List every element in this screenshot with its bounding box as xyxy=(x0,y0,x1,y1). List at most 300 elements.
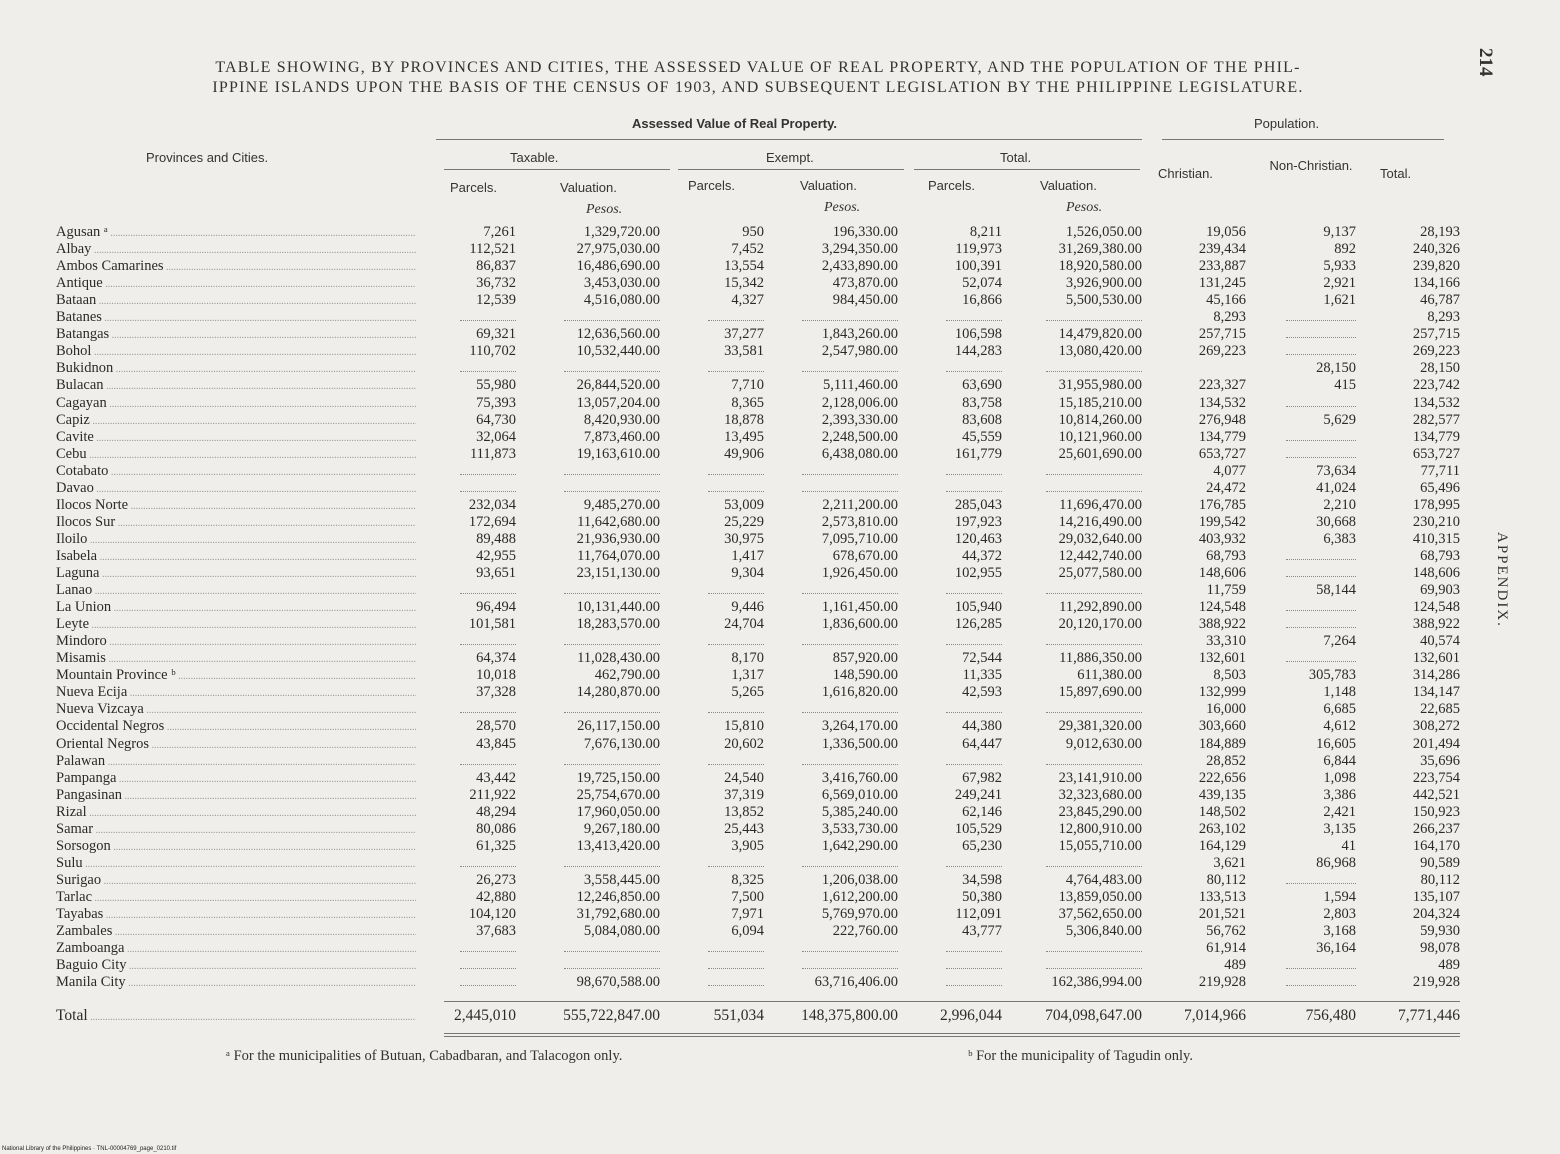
taxable-valuation-cell: 3,558,445.00 xyxy=(583,872,660,888)
table-row xyxy=(0,667,1560,683)
table-row xyxy=(0,241,1560,257)
exempt-parcels-cell xyxy=(700,582,764,598)
population-total-cell: 134,532 xyxy=(1412,395,1460,411)
total-valuation-cell xyxy=(1038,633,1142,649)
taxable-parcels-cell: 61,325 xyxy=(476,838,516,854)
header-provinces: Provinces and Cities. xyxy=(146,150,269,165)
total-parcels-cell: 64,447 xyxy=(962,736,1002,752)
table-row xyxy=(0,480,1560,496)
total-parcels-cell: 285,043 xyxy=(954,497,1002,513)
taxable-parcels-cell: 111,873 xyxy=(469,446,516,462)
non-christian-cell xyxy=(1272,548,1356,564)
population-total-cell: 223,754 xyxy=(1412,770,1460,786)
total-parcels-cell: 106,598 xyxy=(954,326,1002,342)
table-row xyxy=(0,684,1560,700)
population-total-cell: 148,606 xyxy=(1412,565,1460,581)
empty-cell-dots xyxy=(1046,943,1142,952)
exempt-valuation-cell xyxy=(794,957,898,973)
taxable-parcels-cell xyxy=(452,633,516,649)
total-parcels-cell: 197,923 xyxy=(954,514,1002,530)
exempt-valuation-cell: 984,450.00 xyxy=(832,292,898,308)
total-parcels-cell: 67,982 xyxy=(962,770,1002,786)
province-name: Leyte ..... xyxy=(56,616,416,634)
non-christian-cell: 2,421 xyxy=(1323,804,1356,820)
exempt-parcels-cell: 30,975 xyxy=(724,531,764,547)
exempt-parcels-cell: 950 xyxy=(742,224,764,240)
exempt-valuation-cell: 3,264,170.00 xyxy=(821,718,898,734)
total-valuation-cell: 14,216,490.00 xyxy=(1058,514,1142,530)
total-valuation-cell: 37,562,650.00 xyxy=(1058,906,1142,922)
population-total-cell: 134,166 xyxy=(1412,275,1460,291)
exempt-valuation-cell: 6,438,080.00 xyxy=(821,446,898,462)
taxable-parcels-cell: 64,374 xyxy=(476,650,516,666)
exempt-valuation-cell: 5,385,240.00 xyxy=(821,804,898,820)
table-row xyxy=(0,787,1560,803)
table-row xyxy=(0,224,1560,240)
taxable-valuation-cell xyxy=(556,940,660,956)
header-total-valuation: Valuation. xyxy=(1040,178,1097,193)
population-total-cell: 204,324 xyxy=(1412,906,1460,922)
population-total-cell: 150,923 xyxy=(1412,804,1460,820)
table-row xyxy=(0,753,1560,769)
empty-cell-dots xyxy=(1046,466,1142,475)
empty-cell-dots xyxy=(1046,756,1142,765)
taxable-parcels-cell: 42,880 xyxy=(476,889,516,905)
population-total-cell: 69,903 xyxy=(1420,582,1460,598)
taxable-parcels-cell xyxy=(452,309,516,325)
province-name: Albay ..... xyxy=(56,241,416,259)
total-valuation-cell xyxy=(1038,480,1142,496)
population-total-cell: 178,995 xyxy=(1412,497,1460,513)
taxable-parcels-cell: 96,494 xyxy=(476,599,516,615)
exempt-parcels-cell: 1,417 xyxy=(731,548,764,564)
taxable-valuation-cell: 21,936,930.00 xyxy=(576,531,660,547)
empty-cell-dots xyxy=(1286,432,1356,441)
empty-cell-dots xyxy=(460,960,516,969)
total-parcels-cell: 8,211 xyxy=(969,224,1002,240)
exempt-parcels-cell: 25,443 xyxy=(724,821,764,837)
christian-cell: 223,327 xyxy=(1198,377,1246,393)
total-parcels-cell: 34,598 xyxy=(962,872,1002,888)
non-christian-cell: 30,668 xyxy=(1316,514,1356,530)
christian-cell: 4,077 xyxy=(1213,463,1246,479)
exempt-valuation-cell: 3,533,730.00 xyxy=(821,821,898,837)
taxable-valuation-cell: 4,516,080.00 xyxy=(583,292,660,308)
population-total-cell: 35,696 xyxy=(1420,753,1460,769)
header-population: Population. xyxy=(1254,116,1320,131)
total-valuation-cell: 23,845,290.00 xyxy=(1058,804,1142,820)
table-row xyxy=(0,377,1560,393)
empty-cell-dots xyxy=(564,466,660,475)
christian-cell: 134,532 xyxy=(1198,395,1246,411)
total-valuation-cell: 1,526,050.00 xyxy=(1065,224,1142,240)
province-name: Misamis ..... xyxy=(56,650,416,668)
exempt-parcels-cell: 4,327 xyxy=(731,292,764,308)
christian-cell: 16,000 xyxy=(1206,701,1246,717)
taxable-parcels-cell xyxy=(452,957,516,973)
exempt-valuation-cell: 2,211,200.00 xyxy=(822,497,898,513)
total-valuation-cell: 5,500,530.00 xyxy=(1065,292,1142,308)
taxable-valuation-cell: 98,670,588.00 xyxy=(576,974,660,990)
empty-cell-dots xyxy=(1046,960,1142,969)
total-valuation-cell: 704,098,647.00 xyxy=(1045,1007,1142,1024)
province-name: Batangas ..... xyxy=(56,326,416,344)
province-name: Agusan ᵃ ..... xyxy=(56,224,416,242)
taxable-valuation-cell xyxy=(556,480,660,496)
total-valuation-cell: 31,955,980.00 xyxy=(1058,377,1142,393)
header-non-christian: Non-Christian. xyxy=(1269,158,1353,173)
header-exempt-parcels: Parcels. xyxy=(688,178,735,193)
total-valuation-cell: 4,764,483.00 xyxy=(1065,872,1142,888)
total-bottom-rule xyxy=(444,1033,1460,1034)
christian-cell: 24,472 xyxy=(1206,480,1246,496)
empty-cell-dots xyxy=(802,483,898,492)
empty-cell-dots xyxy=(1286,346,1356,355)
empty-cell-dots xyxy=(460,636,516,645)
table-row xyxy=(0,446,1560,462)
total-parcels-cell: 2,996,044 xyxy=(940,1007,1002,1024)
title-line-2: IPPINE ISLANDS UPON THE BASIS OF THE CENSUS OF 1903, AND SUBSEQUENT LEGISLATION BY THE PHILIPPINE LEGISLATURE. xyxy=(212,79,1304,96)
province-name: Ilocos Norte ..... xyxy=(56,497,416,515)
footnote-b: ᵇ For the municipality of Tagudin only. xyxy=(968,1048,1193,1064)
header-taxable-parcels: Parcels. xyxy=(450,180,497,195)
total-parcels-cell xyxy=(938,309,1002,325)
table-row xyxy=(0,940,1560,956)
exempt-valuation-cell: 148,590.00 xyxy=(832,667,898,683)
taxable-parcels-cell: 7,261 xyxy=(483,224,516,240)
header-exempt-valuation: Valuation. xyxy=(800,178,857,193)
taxable-valuation-cell: 26,117,150.00 xyxy=(577,718,660,734)
taxable-valuation-cell xyxy=(556,957,660,973)
taxable-parcels-cell xyxy=(452,701,516,717)
christian-cell: 233,887 xyxy=(1198,258,1246,274)
empty-cell-dots xyxy=(708,312,764,321)
taxable-parcels-cell: 28,570 xyxy=(476,718,516,734)
taxable-parcels-cell: 75,393 xyxy=(476,395,516,411)
total-parcels-cell: 42,593 xyxy=(962,684,1002,700)
exempt-parcels-cell: 53,009 xyxy=(724,497,764,513)
table-row xyxy=(0,309,1560,325)
exempt-parcels-cell: 5,265 xyxy=(731,684,764,700)
christian-cell: 33,310 xyxy=(1206,633,1246,649)
non-christian-cell xyxy=(1272,395,1356,411)
header-total-parcels: Parcels. xyxy=(928,178,975,193)
exempt-valuation-cell xyxy=(794,309,898,325)
province-name: Tarlac ..... xyxy=(56,889,416,907)
non-christian-cell xyxy=(1272,446,1356,462)
non-christian-cell xyxy=(1272,616,1356,632)
taxable-parcels-cell: 110,702 xyxy=(469,343,516,359)
non-christian-cell: 756,480 xyxy=(1305,1007,1356,1024)
table-title xyxy=(58,58,1458,98)
non-christian-cell: 73,634 xyxy=(1316,463,1356,479)
christian-cell: 68,793 xyxy=(1206,548,1246,564)
taxable-valuation-cell: 3,453,030.00 xyxy=(583,275,660,291)
empty-cell-dots xyxy=(1286,568,1356,577)
table-row xyxy=(0,633,1560,649)
province-name: Batanes ..... xyxy=(56,309,416,327)
total-valuation-cell: 15,055,710.00 xyxy=(1058,838,1142,854)
total-valuation-cell: 9,012,630.00 xyxy=(1065,736,1142,752)
exempt-valuation-cell: 6,569,010.00 xyxy=(821,787,898,803)
christian-cell: 199,542 xyxy=(1198,514,1246,530)
total-parcels-cell xyxy=(938,360,1002,376)
total-parcels-cell xyxy=(938,974,1002,990)
taxable-parcels-cell: 26,273 xyxy=(476,872,516,888)
non-christian-cell: 1,621 xyxy=(1323,292,1356,308)
header-total-assessed: Total. xyxy=(1000,150,1032,165)
total-valuation-cell: 18,920,580.00 xyxy=(1058,258,1142,274)
exempt-valuation-cell: 1,206,038.00 xyxy=(821,872,898,888)
table-row xyxy=(0,957,1560,973)
christian-cell: 61,914 xyxy=(1206,940,1246,956)
total-parcels-cell xyxy=(938,940,1002,956)
population-total-cell: 442,521 xyxy=(1412,787,1460,803)
total-valuation-cell: 20,120,170.00 xyxy=(1058,616,1142,632)
total-valuation-cell: 25,601,690.00 xyxy=(1058,446,1142,462)
total-valuation-cell: 29,381,320.00 xyxy=(1058,718,1142,734)
table-row xyxy=(0,906,1560,922)
table-row xyxy=(0,548,1560,564)
scan-credit: National Library of the Philippines · TNL-00004769_page_0210.tif xyxy=(2,1146,177,1152)
province-name: Samar ..... xyxy=(56,821,416,839)
christian-cell: 132,601 xyxy=(1198,650,1246,666)
exempt-parcels-cell: 7,452 xyxy=(731,241,764,257)
exempt-parcels-cell: 6,094 xyxy=(731,923,764,939)
christian-cell: 28,852 xyxy=(1206,753,1246,769)
taxable-valuation-cell: 13,057,204.00 xyxy=(576,395,660,411)
christian-cell: 489 xyxy=(1224,957,1246,973)
non-christian-cell: 6,844 xyxy=(1323,753,1356,769)
empty-cell-dots xyxy=(802,585,898,594)
population-total-cell: 164,170 xyxy=(1412,838,1460,854)
table-row xyxy=(0,838,1560,854)
total-parcels-cell: 44,380 xyxy=(962,718,1002,734)
non-christian-cell: 28,150 xyxy=(1316,360,1356,376)
exempt-valuation-cell: 1,616,820.00 xyxy=(821,684,898,700)
exempt-valuation-cell: 1,612,200.00 xyxy=(821,889,898,905)
taxable-parcels-cell xyxy=(452,753,516,769)
exempt-parcels-cell: 13,852 xyxy=(724,804,764,820)
empty-cell-dots xyxy=(708,466,764,475)
taxable-parcels-cell xyxy=(452,360,516,376)
non-christian-cell xyxy=(1272,309,1356,325)
empty-cell-dots xyxy=(564,483,660,492)
christian-cell: 8,293 xyxy=(1213,309,1246,325)
taxable-valuation-cell xyxy=(556,855,660,871)
taxable-valuation-cell: 5,084,080.00 xyxy=(583,923,660,939)
empty-cell-dots xyxy=(460,756,516,765)
empty-cell-dots xyxy=(564,363,660,372)
province-name: Lanao ..... xyxy=(56,582,416,600)
non-christian-cell xyxy=(1272,326,1356,342)
taxable-valuation-cell: 17,960,050.00 xyxy=(576,804,660,820)
header-assessed: Assessed Value of Real Property. xyxy=(632,116,837,131)
empty-cell-dots xyxy=(460,483,516,492)
empty-cell-dots xyxy=(708,704,764,713)
exempt-valuation-cell: 1,843,260.00 xyxy=(821,326,898,342)
exempt-parcels-cell: 33,581 xyxy=(724,343,764,359)
table-row xyxy=(0,821,1560,837)
population-total-cell: 124,548 xyxy=(1412,599,1460,615)
taxable-valuation-cell xyxy=(556,360,660,376)
population-total-cell: 134,147 xyxy=(1412,684,1460,700)
province-name: Bataan ..... xyxy=(56,292,416,310)
exempt-valuation-cell: 3,294,350.00 xyxy=(821,241,898,257)
taxable-valuation-cell: 7,873,460.00 xyxy=(583,429,660,445)
christian-cell: 653,727 xyxy=(1198,446,1246,462)
empty-cell-dots xyxy=(1286,875,1356,884)
non-christian-cell: 58,144 xyxy=(1316,582,1356,598)
empty-cell-dots xyxy=(946,943,1002,952)
population-total-cell: 80,112 xyxy=(1420,872,1460,888)
christian-cell: 263,102 xyxy=(1198,821,1246,837)
empty-cell-dots xyxy=(946,756,1002,765)
taxable-parcels-cell: 43,442 xyxy=(476,770,516,786)
exempt-valuation-cell: 1,336,500.00 xyxy=(821,736,898,752)
total-bottom-rule-2 xyxy=(444,1036,1460,1037)
empty-cell-dots xyxy=(1046,363,1142,372)
non-christian-cell: 86,968 xyxy=(1316,855,1356,871)
total-valuation-cell: 12,442,740.00 xyxy=(1058,548,1142,564)
taxable-valuation-cell: 26,844,520.00 xyxy=(576,377,660,393)
exempt-valuation-cell: 1,642,290.00 xyxy=(821,838,898,854)
christian-cell: 7,014,966 xyxy=(1184,1007,1246,1024)
non-christian-cell: 3,386 xyxy=(1323,787,1356,803)
population-total-cell: 240,326 xyxy=(1412,241,1460,257)
non-christian-cell: 1,594 xyxy=(1323,889,1356,905)
population-total-cell: 134,779 xyxy=(1412,429,1460,445)
empty-cell-dots xyxy=(564,960,660,969)
non-christian-cell: 305,783 xyxy=(1308,667,1356,683)
population-total-cell: 269,223 xyxy=(1412,343,1460,359)
non-christian-cell: 415 xyxy=(1334,377,1356,393)
exempt-valuation-cell: 473,870.00 xyxy=(832,275,898,291)
non-christian-cell: 1,148 xyxy=(1323,684,1356,700)
empty-cell-dots xyxy=(946,636,1002,645)
population-total-cell: 388,922 xyxy=(1412,616,1460,632)
total-parcels-cell xyxy=(938,957,1002,973)
christian-cell: 269,223 xyxy=(1198,343,1246,359)
taxable-valuation-cell xyxy=(556,582,660,598)
province-name: Pangasinan ..... xyxy=(56,787,416,805)
province-name: Cagayan ..... xyxy=(56,395,416,413)
taxable-valuation-cell: 9,485,270.00 xyxy=(583,497,660,513)
table-row xyxy=(0,429,1560,445)
christian-cell: 176,785 xyxy=(1198,497,1246,513)
empty-cell-dots xyxy=(460,585,516,594)
exempt-valuation-cell: 857,920.00 xyxy=(832,650,898,666)
empty-cell-dots xyxy=(1046,636,1142,645)
exempt-parcels-cell xyxy=(700,855,764,871)
empty-cell-dots xyxy=(460,466,516,475)
exempt-parcels-cell xyxy=(700,701,764,717)
province-name: Nueva Vizcaya ..... xyxy=(56,701,416,719)
total-valuation-cell: 29,032,640.00 xyxy=(1058,531,1142,547)
province-name: Bohol ..... xyxy=(56,343,416,361)
empty-cell-dots xyxy=(708,585,764,594)
taxable-parcels-cell: 172,694 xyxy=(468,514,516,530)
table-row xyxy=(0,463,1560,479)
total-valuation-cell: 15,185,210.00 xyxy=(1058,395,1142,411)
taxable-valuation-cell xyxy=(556,463,660,479)
empty-cell-dots xyxy=(460,977,516,986)
christian-cell: 45,166 xyxy=(1206,292,1246,308)
total-parcels-cell: 65,230 xyxy=(962,838,1002,854)
empty-cell-dots xyxy=(802,943,898,952)
pesos-exempt: Pesos. xyxy=(824,200,861,215)
exempt-parcels-cell: 9,304 xyxy=(731,565,764,581)
province-name: Palawan ..... xyxy=(56,753,416,771)
total-valuation-cell xyxy=(1038,582,1142,598)
taxable-parcels-cell: 42,955 xyxy=(476,548,516,564)
exempt-valuation-cell: 7,095,710.00 xyxy=(821,531,898,547)
empty-cell-dots xyxy=(802,363,898,372)
province-name: Sulu ..... xyxy=(56,855,416,873)
table-row xyxy=(0,395,1560,411)
exempt-valuation-cell: 196,330.00 xyxy=(832,224,898,240)
non-christian-cell xyxy=(1272,957,1356,973)
non-christian-cell xyxy=(1272,429,1356,445)
taxable-parcels-cell xyxy=(452,940,516,956)
total-top-rule xyxy=(444,1001,1460,1002)
total-parcels-cell: 83,608 xyxy=(962,412,1002,428)
taxable-parcels-cell: 89,488 xyxy=(476,531,516,547)
header-exempt: Exempt. xyxy=(766,150,814,165)
christian-cell: 3,621 xyxy=(1213,855,1246,871)
total-parcels-cell: 120,463 xyxy=(954,531,1002,547)
total-parcels-cell: 249,241 xyxy=(954,787,1002,803)
christian-cell: 19,056 xyxy=(1206,224,1246,240)
total-valuation-cell xyxy=(1038,309,1142,325)
taxable-valuation-cell: 462,790.00 xyxy=(594,667,660,683)
table-row xyxy=(0,514,1560,530)
exempt-parcels-cell: 7,500 xyxy=(731,889,764,905)
empty-cell-dots xyxy=(460,363,516,372)
empty-cell-dots xyxy=(1046,483,1142,492)
exempt-valuation-cell: 678,670.00 xyxy=(832,548,898,564)
taxable-valuation-cell: 25,754,670.00 xyxy=(576,787,660,803)
population-total-cell: 257,715 xyxy=(1412,326,1460,342)
christian-cell: 219,928 xyxy=(1198,974,1246,990)
non-christian-cell xyxy=(1272,650,1356,666)
empty-cell-dots xyxy=(1286,977,1356,986)
christian-cell: 388,922 xyxy=(1198,616,1246,632)
population-total-cell: 90,589 xyxy=(1420,855,1460,871)
christian-cell: 8,503 xyxy=(1213,667,1246,683)
non-christian-cell: 41,024 xyxy=(1316,480,1356,496)
exempt-valuation-cell: 2,248,500.00 xyxy=(821,429,898,445)
taxable-parcels-cell: 211,922 xyxy=(469,787,516,803)
population-total-cell: 7,771,446 xyxy=(1398,1007,1460,1024)
population-total-cell: 98,078 xyxy=(1420,940,1460,956)
province-name: Ilocos Sur ..... xyxy=(56,514,416,532)
empty-cell-dots xyxy=(802,312,898,321)
province-name: Surigao ..... xyxy=(56,872,416,890)
population-total-cell: 135,107 xyxy=(1412,889,1460,905)
empty-cell-dots xyxy=(708,756,764,765)
empty-cell-dots xyxy=(1286,653,1356,662)
empty-cell-dots xyxy=(1286,312,1356,321)
christian-cell: 257,715 xyxy=(1198,326,1246,342)
total-parcels-cell: 63,690 xyxy=(962,377,1002,393)
population-total-cell: 223,742 xyxy=(1412,377,1460,393)
total-valuation-cell: 31,269,380.00 xyxy=(1058,241,1142,257)
taxable-parcels-cell xyxy=(452,463,516,479)
total-parcels-cell: 83,758 xyxy=(962,395,1002,411)
province-name: Occidental Negros ..... xyxy=(56,718,416,736)
total-valuation-cell xyxy=(1038,957,1142,973)
